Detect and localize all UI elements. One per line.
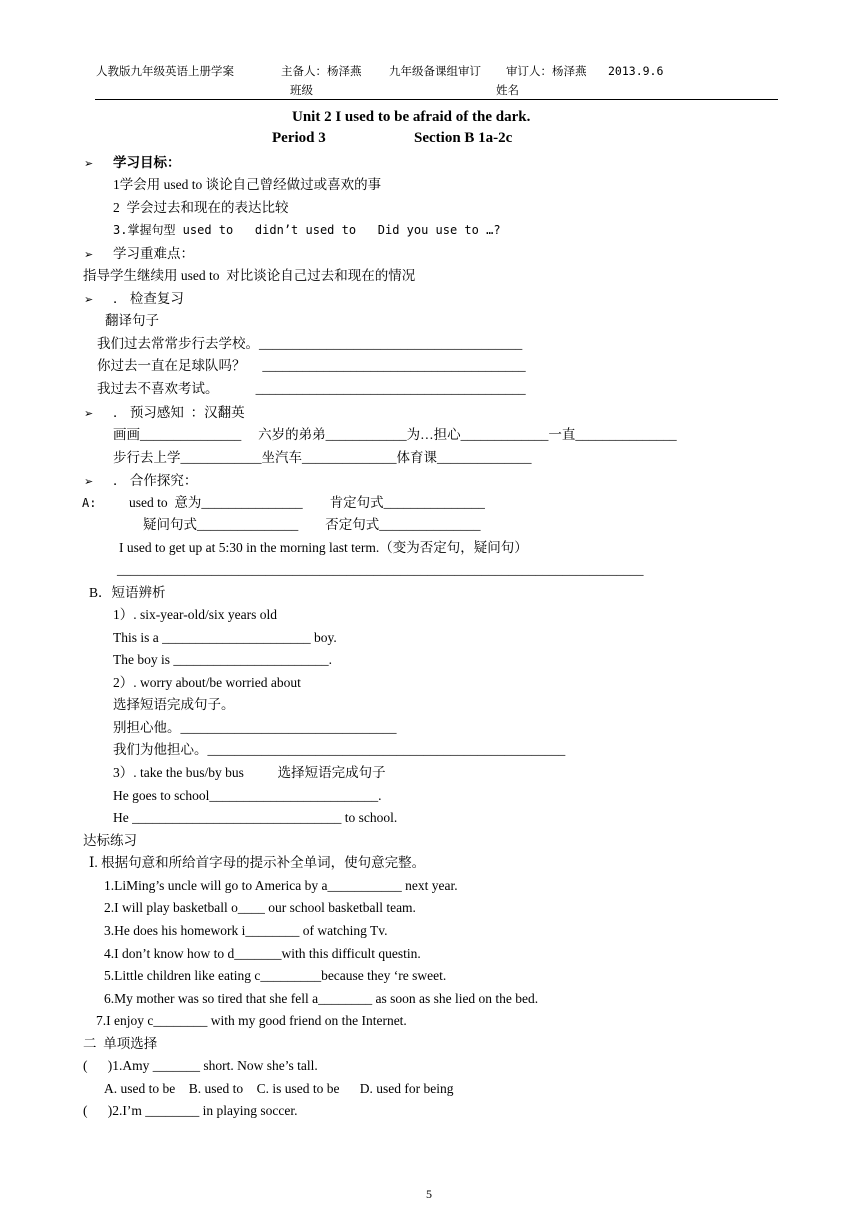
- key-points-text: 指导学生继续用 used to 对比谈论自己过去和现在的情况: [83, 268, 416, 283]
- explore-b-line: This is a ______________________ boy.: [113, 630, 337, 645]
- explore-a-row: used to 意为_______________ 肯定句式_______________: [129, 495, 485, 510]
- practice-item: 5.Little children like eating c_________because they ‘re sweet.: [104, 968, 447, 983]
- bullet-arrow-icon: ➢: [84, 407, 94, 420]
- header-reviewer: 审订人：杨泽燕: [506, 64, 587, 78]
- bullet-arrow-icon: ➢: [84, 248, 94, 261]
- header-book: 人教版九年级英语上册学案: [96, 64, 234, 78]
- section-title: Section B 1a-2c: [414, 130, 513, 146]
- explore-a-answer-line: ______________________________________________________________________________: [117, 562, 644, 577]
- goal-item: 2 学会过去和现在的表达比较: [113, 200, 289, 215]
- explore-b-line: 选择短语完成句子。: [113, 697, 235, 712]
- practice-item: 7.I enjoy c________ with my good friend on the Internet.: [96, 1013, 407, 1028]
- review-item: 我们过去常常步行去学校。_______________________________________: [97, 336, 523, 351]
- practice-part1: Ⅰ. 根据句意和所给首字母的提示补全单词，使句意完整。: [89, 855, 426, 870]
- practice-item: 2.I will play basketball o____ our school basketball team.: [104, 900, 416, 915]
- period-title: Period 3: [272, 130, 326, 146]
- explore-b-line: 1）. six-year-old/six years old: [113, 607, 277, 622]
- goal-item: 3.掌握句型 used to didn’t used to Did you use to …?: [113, 223, 501, 237]
- header-rule: [95, 99, 778, 100]
- page-number: 5: [426, 1187, 432, 1201]
- review-sub: 翻译句子: [105, 313, 159, 328]
- choice-options: A. used to be B. used to C. is used to be D. used for being: [104, 1081, 454, 1096]
- explore-b-heading: B．短语辨析: [89, 585, 166, 600]
- goals-heading: 学习目标：: [113, 155, 181, 170]
- goal-item: 1学会用 used to 谈论自己曾经做过或喜欢的事: [113, 177, 382, 192]
- explore-b-line: 3）. take the bus/by bus 选择短语完成句子: [113, 765, 386, 780]
- preview-row: 画画_______________ 六岁的弟弟____________为…担心_____________一直_______________: [113, 427, 677, 442]
- practice-heading: 达标练习: [83, 833, 137, 848]
- unit-title: Unit 2 I used to be afraid of the dark.: [292, 109, 531, 125]
- explore-a-row: 疑问句式_______________ 否定句式_______________: [143, 517, 481, 532]
- explore-a-label: A:: [82, 496, 97, 510]
- explore-b-line: He _______________________________ to school.: [113, 810, 398, 825]
- bullet-arrow-icon: ➢: [84, 293, 94, 306]
- explore-b-line: 我们为他担心。_____________________________________________________: [113, 742, 566, 757]
- explore-a-task: I used to get up at 5:30 in the morning last term.（变为否定句，疑问句）: [119, 540, 528, 555]
- header-group: 九年级备课组审订: [389, 64, 481, 78]
- explore-heading: ． 合作探究：: [113, 473, 198, 488]
- header-name-label: 姓名: [496, 83, 519, 97]
- key-points-heading: 学习重难点：: [113, 246, 194, 261]
- explore-b-line: 别担心他。________________________________: [113, 720, 397, 735]
- review-item: 你过去一直在足球队吗？ _______________________________________: [97, 358, 526, 373]
- explore-b-line: 2）. worry about/be worried about: [113, 675, 301, 690]
- bullet-arrow-icon: ➢: [84, 157, 94, 170]
- explore-b-line: The boy is _______________________.: [113, 652, 332, 667]
- practice-item: 1.LiMing’s uncle will go to America by a___________ next year.: [104, 878, 458, 893]
- practice-item: 4.I don’t know how to d_______with this difficult questin.: [104, 946, 421, 961]
- explore-b-line: He goes to school_________________________.: [113, 788, 382, 803]
- review-item: 我过去不喜欢考试。 ________________________________________: [97, 381, 526, 396]
- practice-item: 6.My mother was so tired that she fell a________ as soon as she lied on the bed.: [104, 991, 539, 1006]
- bullet-arrow-icon: ➢: [84, 475, 94, 488]
- header-date: 2013.9.6: [608, 64, 664, 78]
- practice-part2: 二 单项选择: [83, 1036, 158, 1051]
- choice-question: ( )2.I’m ________ in playing soccer.: [83, 1103, 298, 1118]
- practice-item: 3.He does his homework i________ of watching Tv.: [104, 923, 388, 938]
- header-class-label: 班级: [290, 83, 313, 97]
- choice-question: ( )1.Amy _______ short. Now she’s tall.: [83, 1058, 318, 1073]
- preview-heading: ． 预习感知 ：汉翻英: [113, 405, 245, 420]
- header-preparer: 主备人：杨泽燕: [281, 64, 362, 78]
- review-heading: ． 检查复习: [113, 291, 184, 306]
- preview-row: 步行去上学____________坐汽车______________体育课______________: [113, 450, 532, 465]
